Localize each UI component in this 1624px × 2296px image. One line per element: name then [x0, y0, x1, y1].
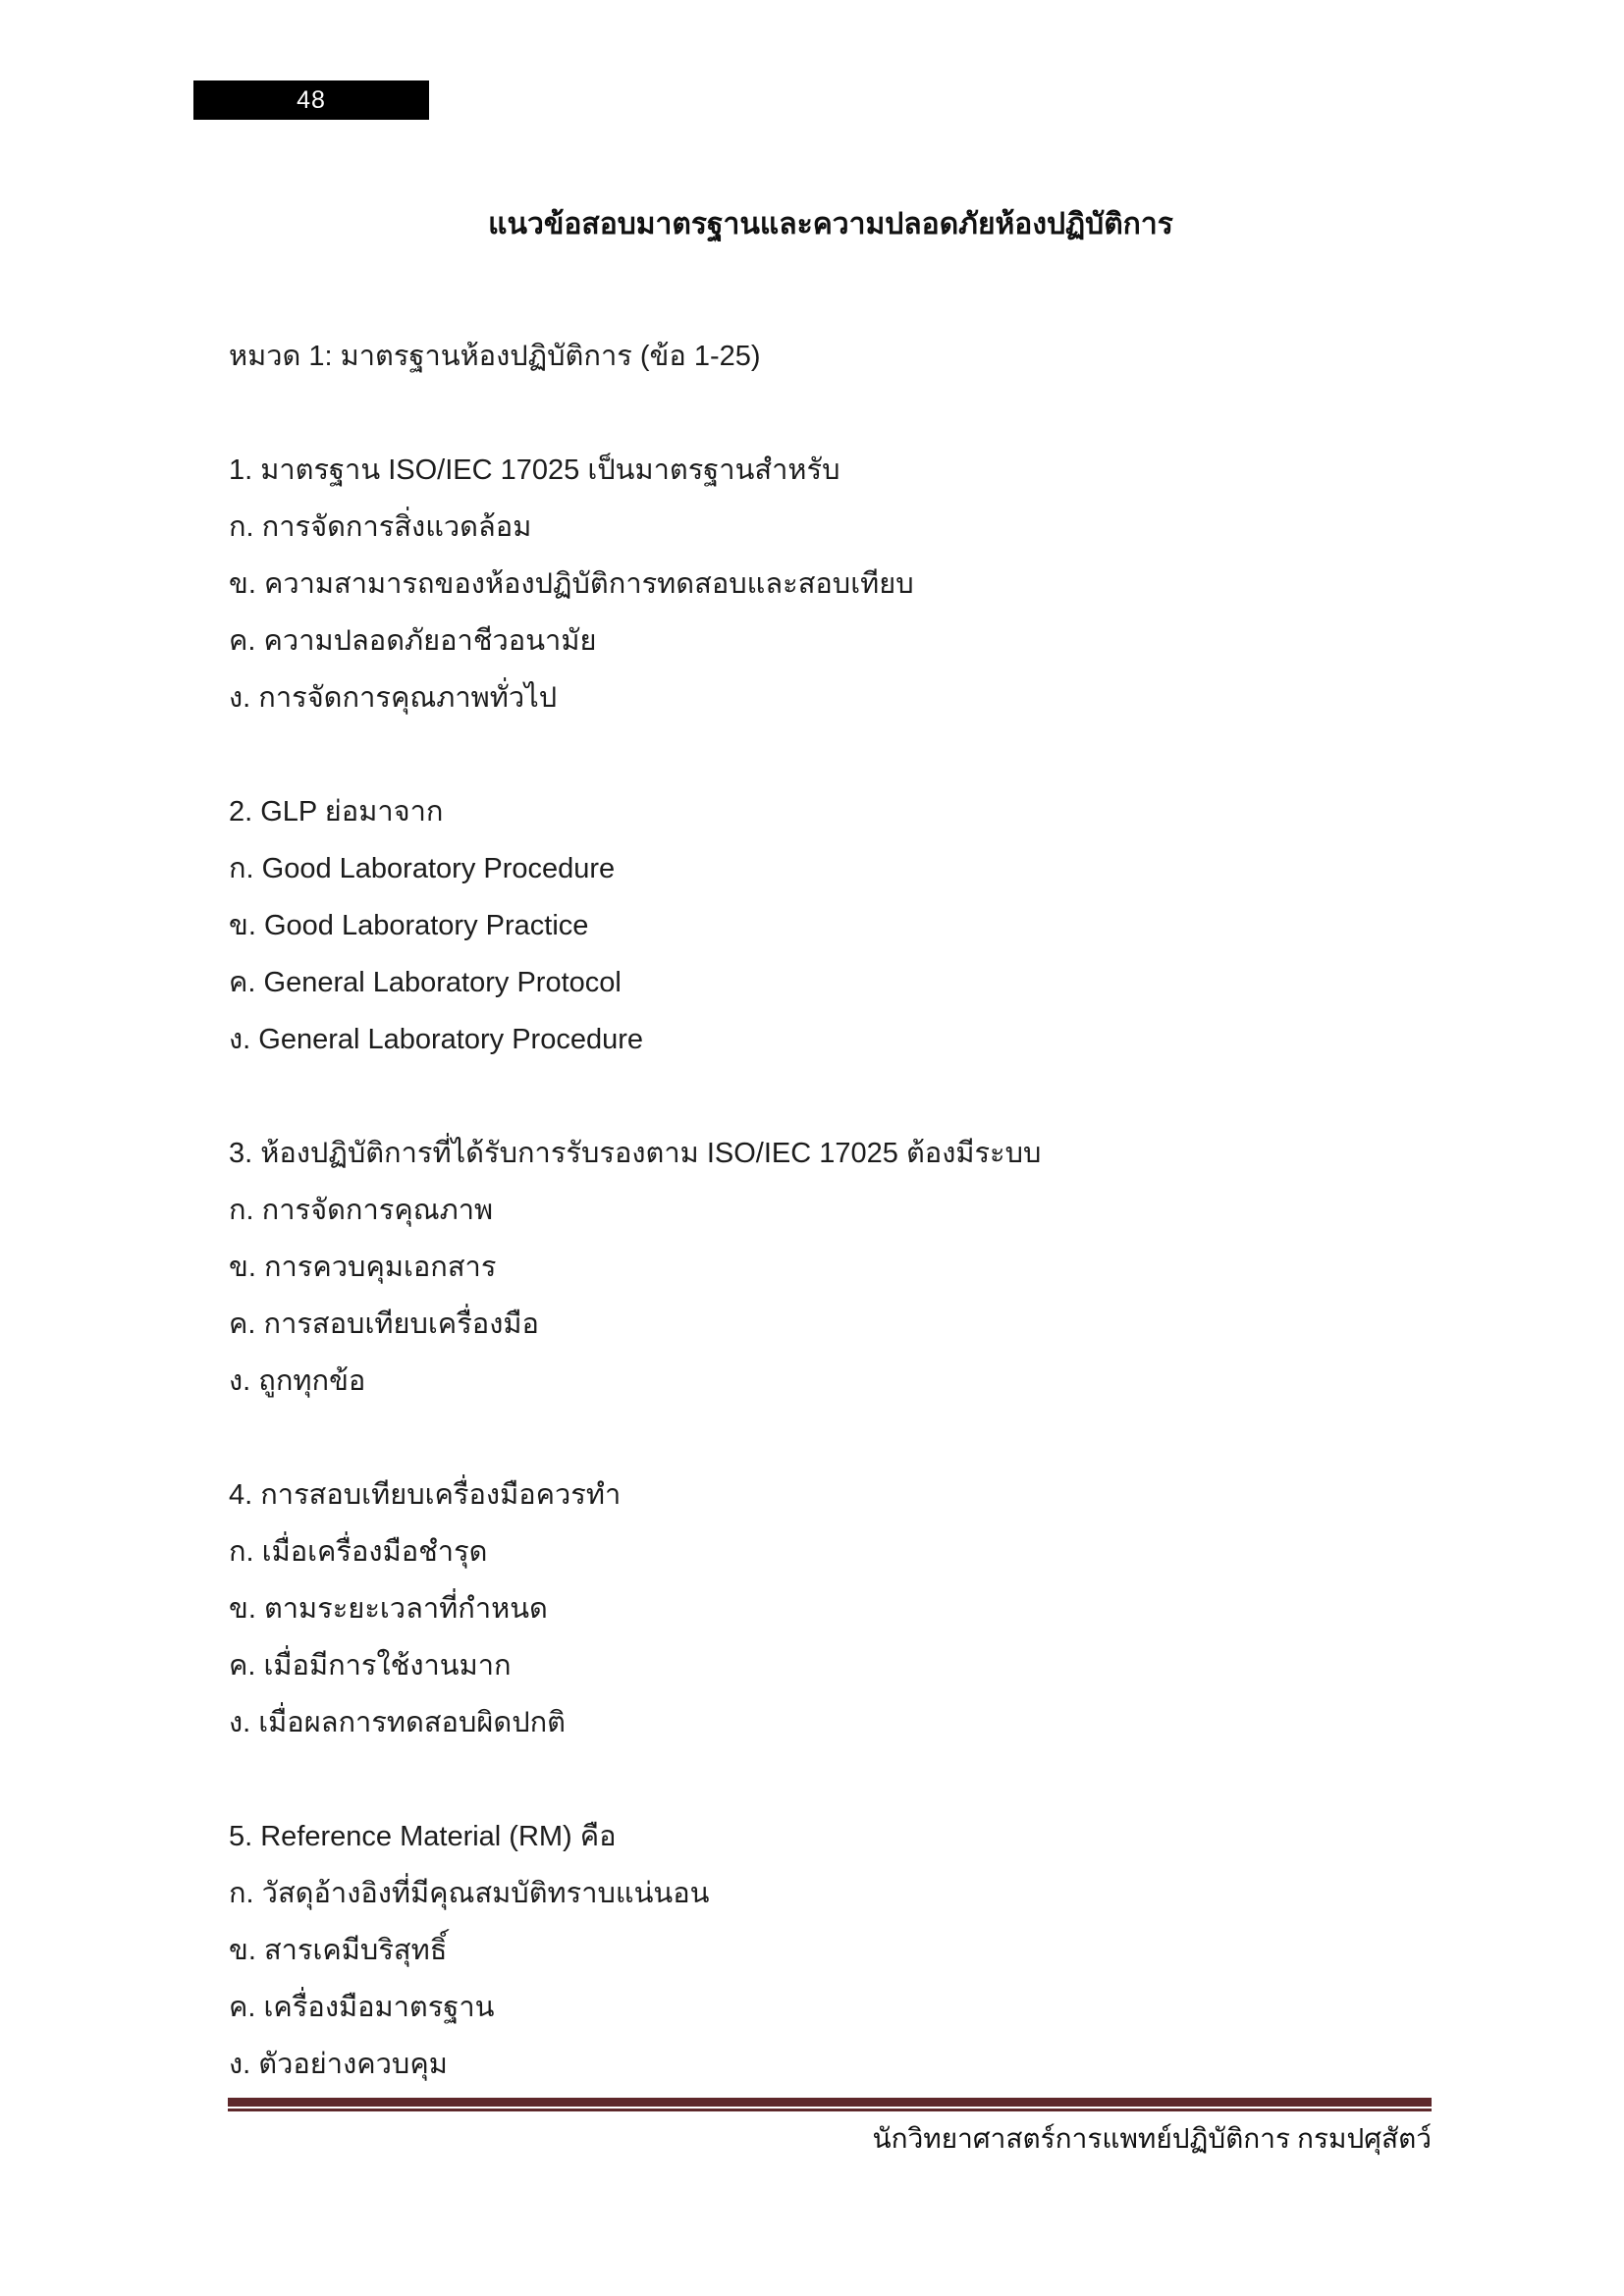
question-block-5: [229, 1808, 1433, 2093]
footer-rule-thick: [228, 2098, 1432, 2107]
footer-divider: [228, 2098, 1432, 2111]
choice-option: ก. การจัดการคุณภาพ: [229, 1195, 494, 1226]
question-block-4: [229, 1467, 1433, 1751]
choice-option: ก. เมื่อเครื่องมือชำรุด: [229, 1536, 488, 1568]
document-content: [229, 196, 1433, 2093]
choice-option: ค. การสอบเทียบเครื่องมือ: [229, 1308, 539, 1340]
page-number: 48: [297, 85, 326, 114]
choice-option: ข. การควบคุมเอกสาร: [229, 1252, 497, 1283]
choice-option: ค. General Laboratory Protocol: [229, 967, 622, 998]
page-footer: [228, 2098, 1432, 2160]
choice-option: ก. การจัดการสิ่งแวดล้อม: [229, 511, 532, 543]
footer-text: นักวิทยาศาสตร์การแพทย์ปฏิบัติการ กรมปศุสัตว์: [872, 2124, 1432, 2155]
choice-option: ก. วัสดุอ้างอิงที่มีคุณสมบัติทราบแน่นอน: [229, 1878, 710, 1909]
question-text: 2. GLP ย่อมาจาก: [229, 796, 444, 828]
question-block-2: [229, 783, 1433, 1068]
question-text: 4. การสอบเทียบเครื่องมือควรทำ: [229, 1479, 622, 1511]
choice-option: ข. สารเคมีบริสุทธิ์: [229, 1935, 448, 1966]
document-title: แนวข้อสอบมาตรฐานและความปลอดภัยห้องปฏิบัติการ: [488, 208, 1173, 240]
choice-option: ง. เมื่อผลการทดสอบผิดปกติ: [229, 1707, 567, 1738]
choice-option: ง. ตัวอย่างควบคุม: [229, 2049, 448, 2080]
choice-option: ง. General Laboratory Procedure: [229, 1024, 644, 1055]
question-text: 5. Reference Material (RM) คือ: [229, 1821, 617, 1852]
section-heading: หมวด 1: มาตรฐานห้องปฏิบัติการ (ข้อ 1-25): [229, 341, 761, 372]
question-block-3: [229, 1125, 1433, 1410]
choice-option: ข. ตามระยะเวลาที่กำหนด: [229, 1593, 548, 1625]
choice-option: ง. ถูกทุกข้อ: [229, 1365, 366, 1397]
question-text: 3. ห้องปฏิบัติการที่ได้รับการรับรองตาม ISO/IEC 17025 ต้องมีระบบ: [229, 1138, 1042, 1169]
choice-option: ข. ความสามารถของห้องปฏิบัติการทดสอบและสอบเทียบ: [229, 568, 914, 600]
footer-rule-thin: [228, 2109, 1432, 2111]
choice-option: ง. การจัดการคุณภาพทั่วไป: [229, 682, 558, 714]
choice-option: ค. ความปลอดภัยอาชีวอนามัย: [229, 625, 597, 657]
question-text: 1. มาตรฐาน ISO/IEC 17025 เป็นมาตรฐานสำหรับ: [229, 454, 840, 486]
page-number-badge: [193, 80, 429, 120]
choice-option: ค. เครื่องมือมาตรฐาน: [229, 1992, 495, 2023]
choice-option: ข. Good Laboratory Practice: [229, 910, 589, 941]
question-block-1: [229, 442, 1433, 726]
choice-option: ก. Good Laboratory Procedure: [229, 853, 616, 884]
choice-option: ค. เมื่อมีการใช้งานมาก: [229, 1650, 512, 1682]
